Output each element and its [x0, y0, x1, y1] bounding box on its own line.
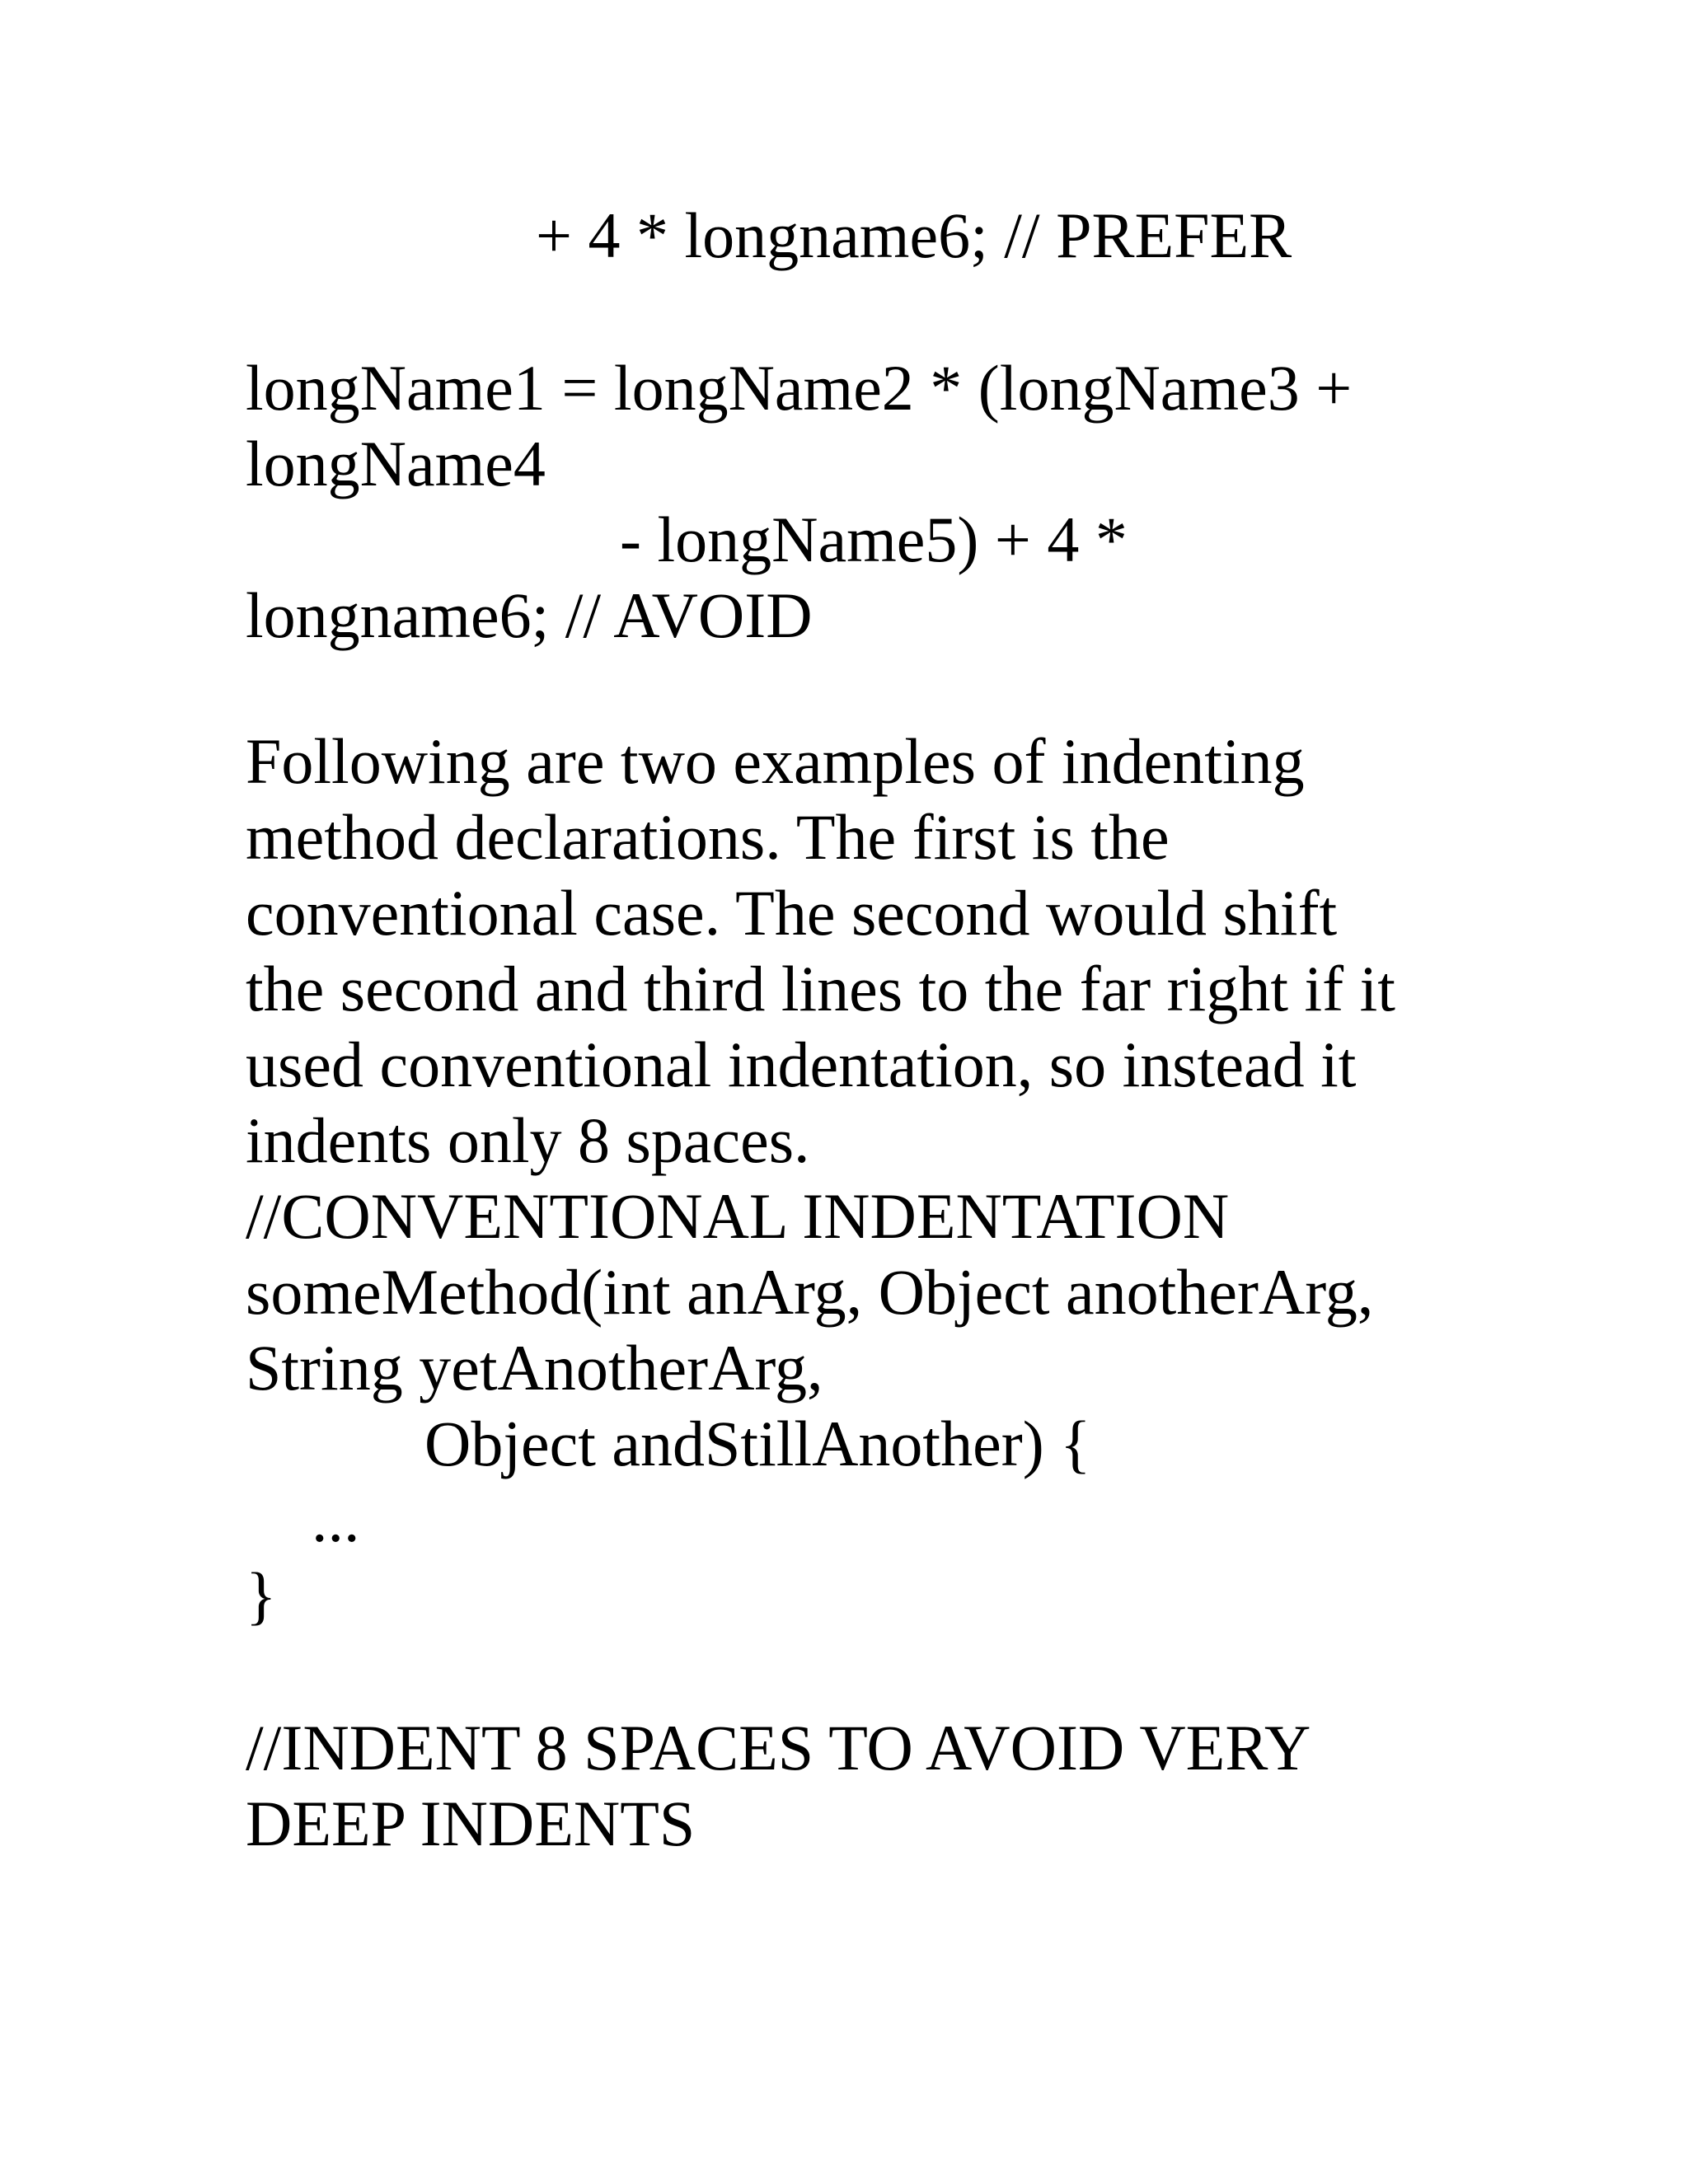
code-line-avoid-3: - longName5) + 4 * — [620, 504, 1128, 575]
paragraph-line-1: Following are two examples of indenting — [246, 725, 1305, 797]
method-signature-line-2: String yetAnotherArg, — [246, 1332, 823, 1404]
paragraph-line-6: indents only 8 spaces. — [246, 1104, 810, 1176]
method-signature-line-1: someMethod(int anArg, Object anotherArg, — [246, 1256, 1374, 1328]
conventional-comment: //CONVENTIONAL INDENTATION — [246, 1180, 1230, 1252]
method-body-ellipsis: ... — [312, 1483, 360, 1555]
indent-comment-line-1: //INDENT 8 SPACES TO AVOID VERY — [246, 1712, 1311, 1783]
code-line-avoid-4: longname6; // AVOID — [246, 579, 813, 651]
code-line-prefer: + 4 * longname6; // PREFER — [536, 199, 1292, 271]
code-line-avoid-1: longName1 = longName2 * (longName3 + — [246, 352, 1353, 424]
method-closing-brace: } — [246, 1559, 277, 1631]
paragraph-line-5: used conventional indentation, so instead it — [246, 1029, 1357, 1100]
paragraph-line-2: method declarations. The first is the — [246, 801, 1170, 873]
paragraph-line-3: conventional case. The second would shift — [246, 877, 1338, 949]
method-signature-line-3: Object andStillAnother) { — [424, 1408, 1091, 1479]
code-line-avoid-2: longName4 — [246, 428, 546, 499]
paragraph-line-4: the second and third lines to the far right if it — [246, 953, 1395, 1024]
indent-comment-line-2: DEEP INDENTS — [246, 1788, 696, 1859]
